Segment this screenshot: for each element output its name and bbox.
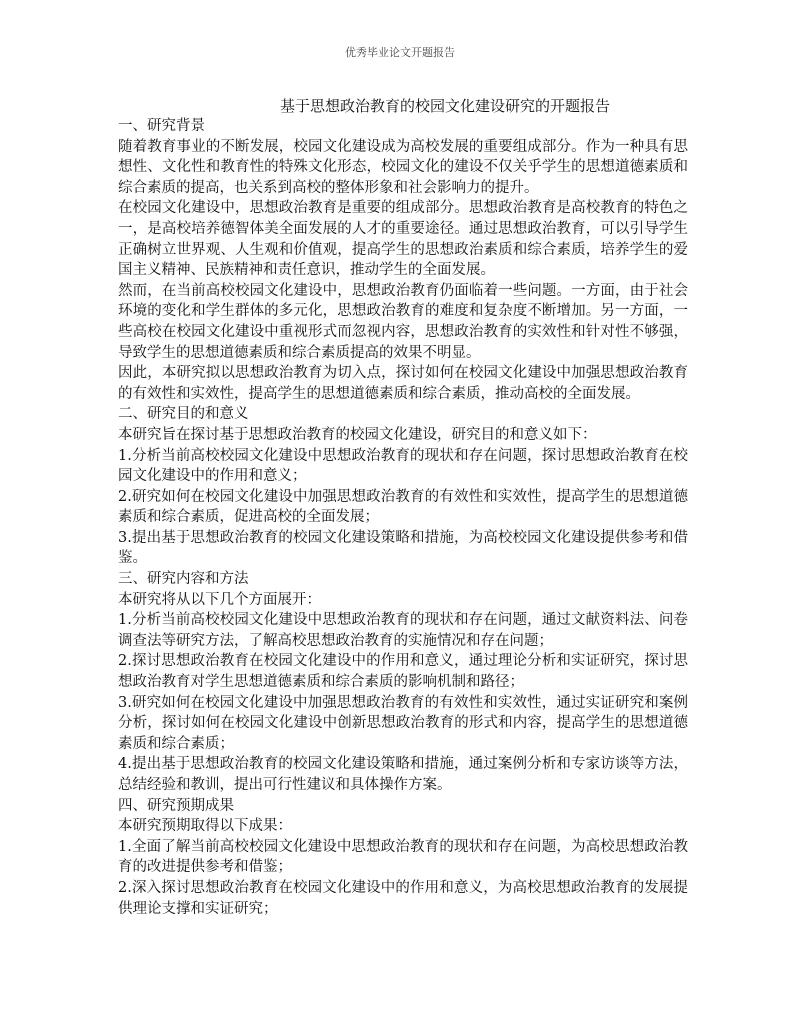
- paragraph: 2.探讨思想政治教育在校园文化建设中的作用和意义，通过理论分析和实证研究，探讨思想政治教育对学生思想道德素质和综合素质的影响机制和路径；: [118, 653, 688, 691]
- page-header: 优秀毕业论文开题报告: [345, 46, 455, 59]
- paragraph: 1.分析当前高校校园文化建设中思想政治教育的现状和存在问题，探讨思想政治教育在校园文化建设中的作用和意义；: [118, 447, 688, 485]
- section-heading: 四、研究预期成果: [118, 797, 234, 814]
- paragraph: 1.全面了解当前高校校园文化建设中思想政治教育的现状和存在问题，为高校思想政治教育的改进提供参考和借鉴；: [118, 838, 688, 876]
- document-title: 基于思想政治教育的校园文化建设研究的开题报告: [279, 97, 610, 115]
- paragraph: 随着教育事业的不断发展，校园文化建设成为高校发展的重要组成部分。作为一种具有思想性、文化性和教育性的特殊文化形态，校园文化的建设不仅关乎学生的思想道德素质和综合素质的提高，也关系到高校的整体形象和社会影响力的提升。: [118, 138, 688, 196]
- section-heading: 一、研究背景: [118, 118, 205, 134]
- paragraph: 2.深入探讨思想政治教育在校园文化建设中的作用和意义，为高校思想政治教育的发展提供理论支撑和实证研究；: [118, 879, 688, 917]
- section-heading: 二、研究目的和意义: [118, 406, 249, 423]
- paragraph: 1.分析当前高校校园文化建设中思想政治教育的现状和存在问题，通过文献资料法、问卷调查法等研究方法，了解高校思想政治教育的实施情况和存在问题；: [118, 612, 688, 649]
- paragraph: 本研究将从以下几个方面展开：: [118, 591, 321, 608]
- document-body: [118, 116, 688, 919]
- paragraph: 在校园文化建设中，思想政治教育是重要的组成部分。思想政治教育是高校教育的特色之一，是高校培养德智体美全面发展的人才的重要途径。通过思想政治教育，可以引导学生正确树立世界观、人生观和价值观，提高学生的思想政治素质和综合素质，培养学生的爱国主义精神、民族精神和责任意识，推动学生的全面发展。: [118, 200, 688, 279]
- paragraph: 本研究预期取得以下成果：: [118, 818, 292, 835]
- paragraph: 2.研究如何在校园文化建设中加强思想政治教育的有效性和实效性，提高学生的思想道德素质和综合素质，促进高校的全面发展；: [118, 488, 688, 526]
- paragraph: 本研究旨在探讨基于思想政治教育的校园文化建设，研究目的和意义如下：: [118, 426, 597, 443]
- section-heading: 三、研究内容和方法: [118, 571, 249, 588]
- paragraph: 4.提出基于思想政治教育的校园文化建设策略和措施，通过案例分析和专家访谈等方法，总结经验和教训，提出可行性建议和具体操作方案。: [118, 756, 688, 793]
- paragraph: 3.研究如何在校园文化建设中加强思想政治教育的有效性和实效性，通过实证研究和案例分析，探讨如何在校园文化建设中创新思想政治教育的形式和内容，提高学生的思想道德素质和综合素质；: [118, 694, 688, 752]
- paragraph: 然而，在当前高校校园文化建设中，思想政治教育仍面临着一些问题。一方面，由于社会环境的变化和学生群体的多元化，思想政治教育的难度和复杂度不断增加。另一方面，一些高校在校园文化建设中重视形式而忽视内容，思想政治教育的实效性和针对性不够强，导致学生的思想道德素质和综合素质提高的效果不明显。: [118, 282, 688, 361]
- paragraph: 因此，本研究拟以思想政治教育为切入点，探讨如何在校园文化建设中加强思想政治教育的有效性和实效性，提高学生的思想道德素质和综合素质，推动高校的全面发展。: [118, 365, 688, 402]
- paragraph: 3.提出基于思想政治教育的校园文化建设策略和措施，为高校校园文化建设提供参考和借鉴。: [118, 529, 688, 567]
